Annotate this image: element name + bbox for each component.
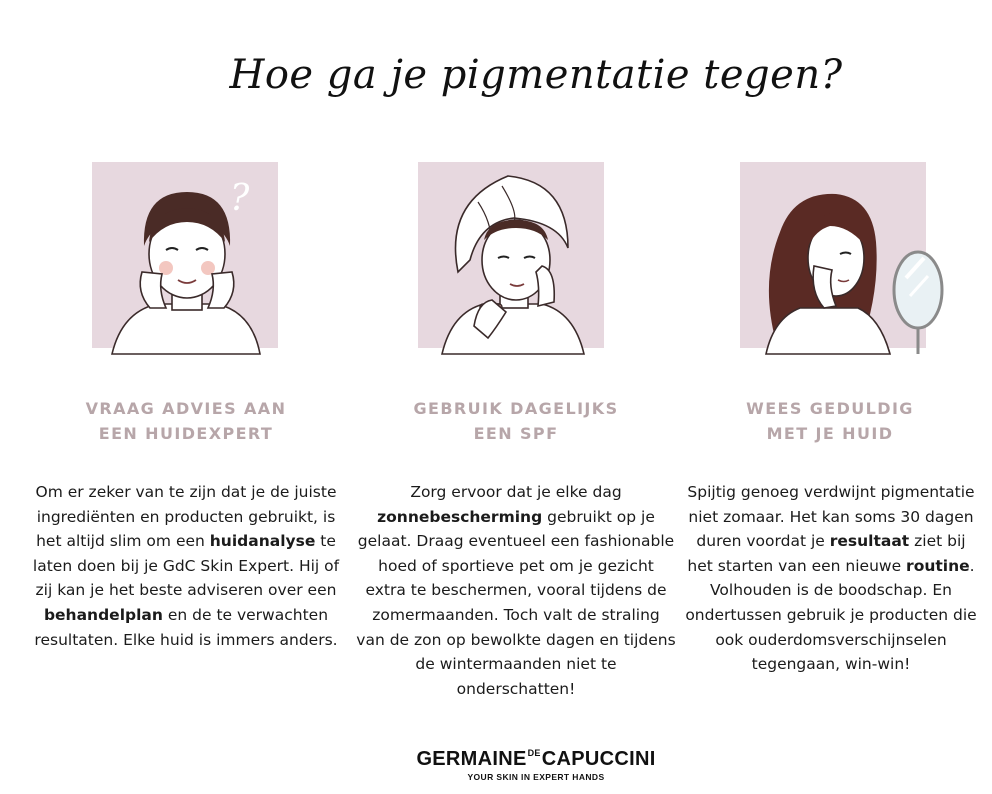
step-2-heading: GEBRUIK DAGELIJKS EEN SPF [413,399,619,443]
step-1-text: Om er zeker van te zijn dat je de juiste ingrediënten en producten gebruikt, is het altijd slim om een huidanalyse te laten doen bij je GdC Skin Expert. Hij of zij kan je het beste adviseren over een behandelplan en de te verwachten resultaten. Elke huid is immers anders. [32,483,340,649]
step-1-heading: VRAAG ADVIES AAN EEN HUIDEXPERT [85,399,287,443]
step-3-text: Spijtig genoeg verdwijnt pigmentatie niet zomaar. Het kan soms 30 dagen duren voordat je resultaat ziet bij het starten van een nieuwe routine. Volhouden is de boodschap. En ondertussen gebruik je producten die ook ouderdomsverschijnselen tegengaan, win-win! [685,483,977,674]
brand-logo [406,748,666,782]
woman-looking-in-mirror-icon [740,162,926,348]
brand-name: $GERMAINE^{DE}CAPUCCINI$ [416,748,656,770]
page-title: Hoe ga je pigmentatie tegen? [229,52,843,98]
step-2-text: Zorg ervoor dat je elke dag zonnebescherming gebruikt op je gelaat. Draag eventueel een fashionable hoed of sportieve pet om je gezicht extra te beschermen, vooral tijdens de zomermaanden. Toch valt de straling van de zon op bewolkte dagen en tijdens de wintermaanden niet te onderschatten! [356,483,676,698]
brand-tagline: YOUR SKIN IN EXPERT HANDS [467,772,605,782]
svg-text:?: ? [230,178,250,219]
woman-towel-applying-cream-icon [418,162,604,348]
woman-hands-on-cheeks-question-icon [92,162,278,348]
step-3-heading: WEES GEDULDIG MET JE HUID [746,399,914,443]
